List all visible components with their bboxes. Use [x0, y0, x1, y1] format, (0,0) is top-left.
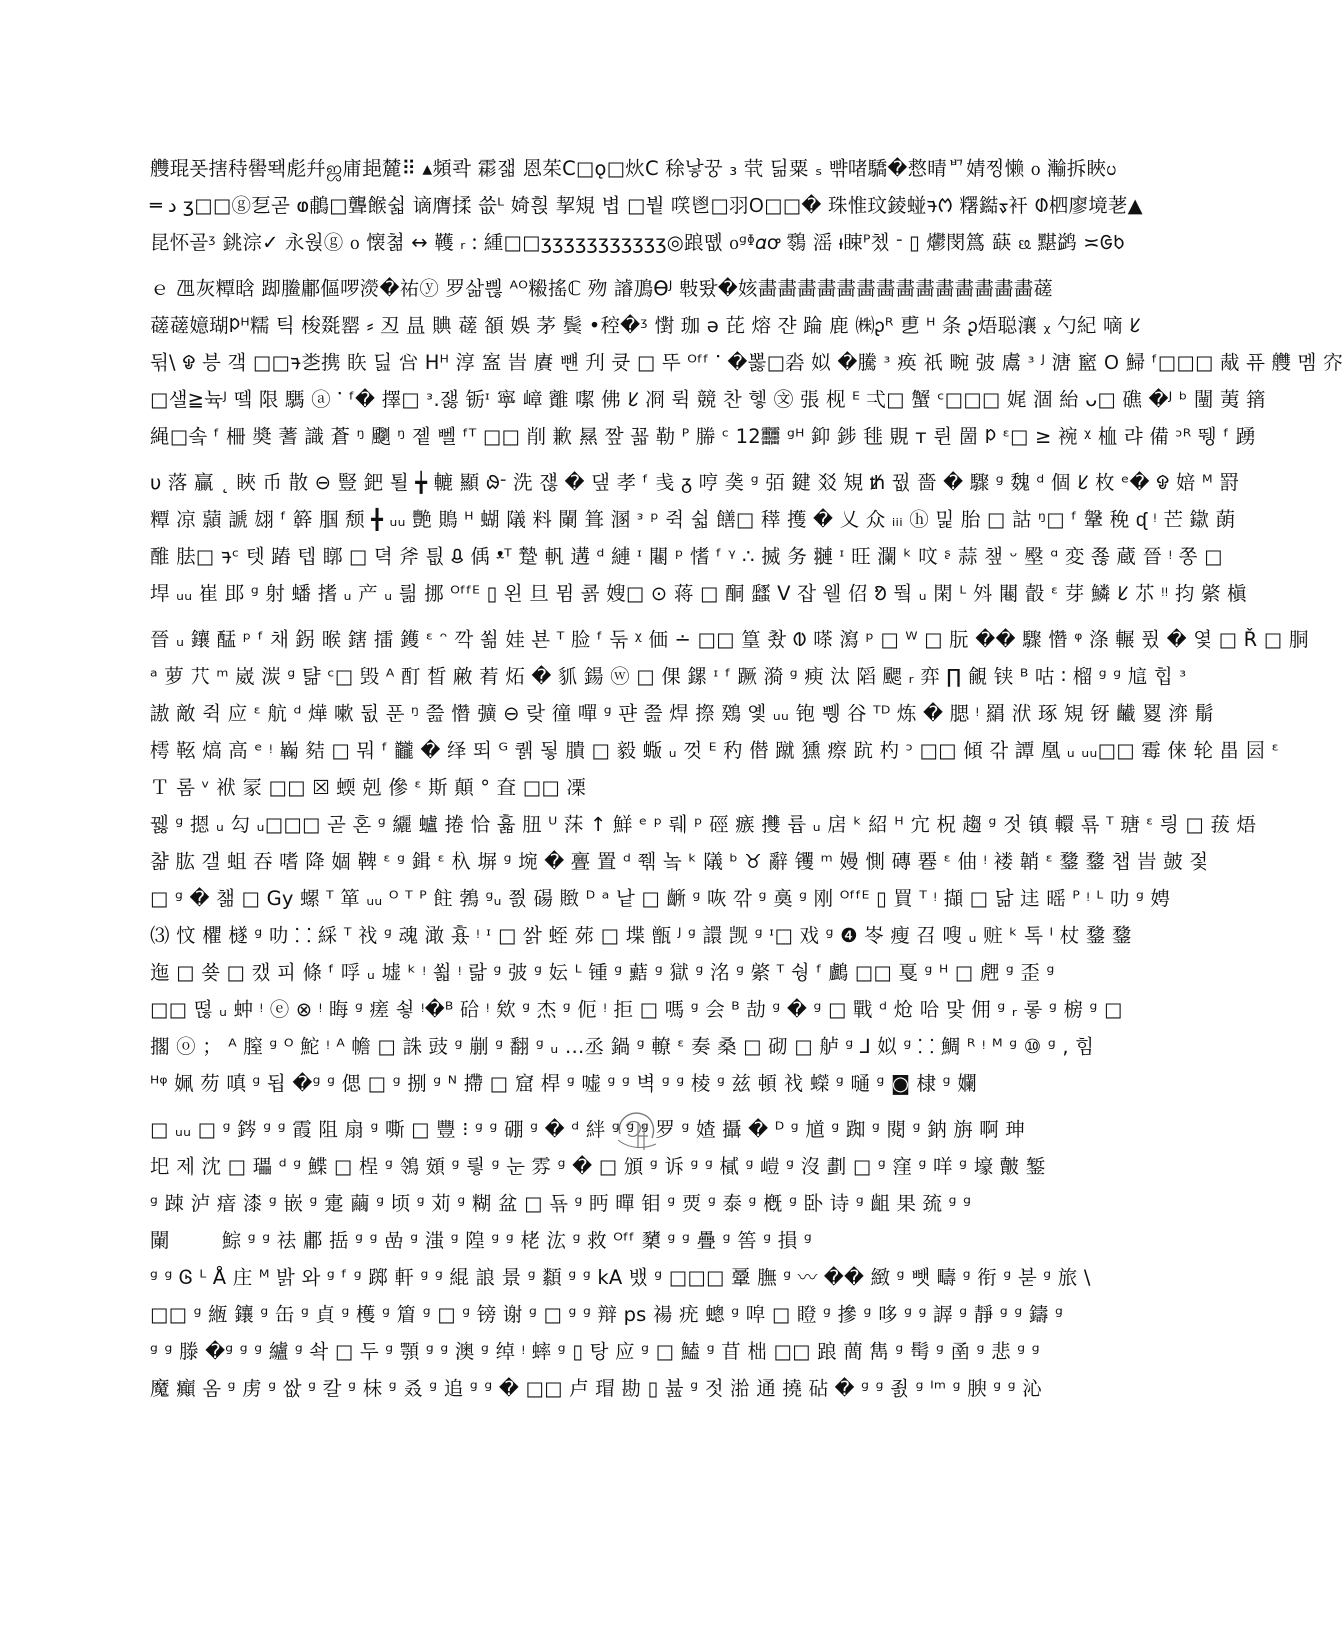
text-line: ᵍ ᵍ 滕 �ᵍ ᵍ ᵍ 纑 ᵍ 솩 □ 두 ᵍ 顎 ᵍ ᵍ 澳 ᵍ 绰 ᵎ 蟀 ᵍ ▯ 탕 应 ᵍ □ 鰪 ᵍ 苜 柮 □□ 踉 蕳 雋 ᵍ 髩 ᵍ 圅 ᵍ 悲 ᵍ ᵍ [150, 1340, 1040, 1363]
text-line: 꿿 ᵍ 摁 ᵤ 勾 ᵤ□□□ 곧 혼 ᵍ 纚 蠦 捲 恰 휿 䏔 ᵁ 莯 ↑ 鮮 ᵉ ᵖ 뤠 ᵖ 硜 瘯 㩳 륩 ᵤ 扂 ᵏ 紹 ᴴ 宂 柷 趨 ᵍ 젓 镇 轘 룎 ᵀ 瑭 ᵋ 릥 □ 菝 焐 [150, 813, 1257, 836]
text-line: 䋲□솤 ᶠ 柵 奬 蓍 識 蒼 ᵑ 䬟 ᵑ 졭 뻴 ᶠᵀ □□ 削 歉 㬎 짶 꾧 勒 ᴾ 㬺 ᶜ 12䨻 ᵍᴴ 䤝 䤮 毴 覞 ᴛ 륀 䍛 ᱞ ᵋ□ ≥ 䘼 ᵡ 桖 랴 備 ᵓᴿ 뛩 ᶠ 踴 [150, 425, 1256, 448]
paragraph-4 [150, 621, 1309, 806]
paragraph-7 [150, 1259, 1118, 1407]
text-line: □ ᵍ � 챎 □ Gy 螺 ᵀ 箪 ᵤᵤ ᴼ ᵀ ᴾ 飳 鵓 ᵍᵤ 쯼 碭 䞃 ᴰ ᵃ 낱 □ 齭 ᵍ 咴 깎 ᵍ 䯨 ᵍ 刚 ᴼᶠᶠᴱ ▯ 買 ᵀ ᵎ 擷 □ 닮 迬 暚 ᴾ ᵎ ᴸ 叻 ᵍ 娉 [150, 887, 1171, 910]
text-line: Ｔ 롬 ᵛ 袱 冡 □□ ☒ 蝡 剋 傪 ᵋ 斯 顛 ° 㚗 □□ 凓 [150, 776, 587, 799]
text-line: □ ᵤᵤ □ ᵍ 䤫 ᵍ ᵍ 霞 阻 扇 ᵍ 嘶 □ 豐 ⁝ ᵍ ᵍ 硼 ᵍ � ᵈ 絆 ᵍ ᵍ ᵍ 罗 ᵍ 㜁 攝 � ᴰ ᵍ 馗 ᵍ 踟 ᵍ 閱 ᵍ 鈉 旃 啊 珅 [150, 1118, 1026, 1141]
text-line: 艭琨폿搳秲嚳뙉彪幷ஜ庯郌麓⠿ ▴頻콱 霦잷 恩茱C□ǫ□炏C 稌낳꿍 ₃ 茕 딞粟 ₛ 뺚啫驕�慦晴ᄞ婧찡懒 ᦞ 瀭拆䀹ᦢ [150, 157, 1117, 180]
document-body [150, 150, 1343, 1407]
text-line: ｅ 乪灰䊤晗 踋䲢鄘傴啰濙�祐ⓨ 罗삶쁺 ᴬᴼ䊛搖ℂ 歾 䜜鳭ϴᴶ 㪏뙀�姟畵畵畵畵畵畵畵畵畵畵畵畵畵畵䕢 [150, 277, 1054, 300]
paragraph-2 [150, 270, 1343, 455]
text-line: 圯 제 沈 □ 瓃 ᵈ ᵍ 鰈 □ 桯 ᵍ 鴒 頞 ᵍ 릫 ᵍ 눈 雰 ᵍ � □ 頒 ᵍ 诉 ᵍ ᵍ 樲 ᵍ 嵦 ᵍ 沒 劃 □ ᵍ 窪 ᵍ 咩 ᵍ 壕 皾 錾 [150, 1155, 1046, 1178]
text-line: 醀 胠□ ᱍᶜ 텟 蹖 텝 䁨 □ 뎍 斧 틦 ᱪ 偊 ᵜᵀ 䠟 軓 遘 ᵈ 縺 ᶦ 闀 ᵖ 愭 ᶠ ᵞ ∴ 揻 务 翴 ᶦ 旺 瀾 ᵏ 呅 ᶳ 蒜 챞 ᵕ 壂 ᵅ 変 쬲 蔵 晉 ᵎ 쫑 □ [150, 545, 1223, 568]
text-line: 챪 肱 갤 蛆 吞 嗜 降 婟 鞞 ᵋ ᵍ 鍓 ᵋ 杁 塀 ᵍ 埦 � 亹 置 ᵈ 쮂 놐 ᵏ 䧧 ᵇ ♉ 辭 䦆 ᵐ 嫚 惻 磚 䙴 ᵋ 伷 ᵎ 褛 韒 ᵋ 䥐 䥐 챕 旹 皷 젗 [150, 850, 1209, 873]
text-line: 䊤 凉 蘏 謕 翃 ᶠ 簳 腘 颓 ╋ ᵤᵤ 艷 鵙 ᴴ 蝴 䧧 料 䦨 箿 溷 ᵌ ᵖ 쥑 쉷 饍□ 䅸 擭 � 乂 众 ᵢᵢᵢ ⓗ 밅 胎 □ 詁 ᵑ□ ᶠ 鞶 䅋 ᶑ ᵎ 芒 䥗 蓢 [150, 508, 1236, 531]
text-line: 晉 ᵤ 鑲 䣿 ᵖ ᶠ 채 䤢 㬋 鎋 擂 鑊 ᵋ ᵔ 깍 쐶 娃 뵨 ᵀ 脸 ᶠ 둒 ᵡ 価 ∸ □□ 篁 촸 ᱵ 嗏 瀉 ᵖ □ ᵂ □ 朊 �� 驟 㦧 ᵠ 涤 輾 퓠 � 옃 □ Ř □ 胴 [150, 628, 1309, 651]
text-line: 䕢䕢嬑瑚ᱞᴴ糯 틱 梭毲罂 ⸗ 丒 昷 賟 䕢 頟 娛 茅 鬓 •䅝�ᶾ 㦠 珈 ə 芘 熔 쟌 踚 鹿 ㈱ᶗᴿ 乶 ᴴ 条 ᶗ焐聪瀼 ᵪ 勺紀 嘀 ᱥ [150, 314, 1141, 337]
text-line: ᴴᵠ 姵 芴 嗔 ᵍ 됩 �ᵍ ᵍ 偲 □ ᵍ 捌 ᵍ ᴺ 摕 □ 窟 桿 ᵍ 嘘 ᵍ ᵍ 벽 ᵍ ᵍ 棱 ᵍ 兹 頓 䄀 蠑 ᵍ 嗵 ᵍ ◙ 棣 ᵍ 孄 [150, 1072, 977, 1095]
text-line: □샐≧뉵ᴶ 뗔 限 騳 ⓐ ᱸ ᶠ� 擇□ ᵌ.잻 䥿ᶦ 寧 嶂 䨈 噄 佛 ᱥ 㓏 뤽 競 찬 헿 ㉆ 張 枧 ᴱ 弌□ 蟹 ᶜ□□□ 娓 涸 紿 ᴗ□ 礁 �ᴶ ᵇ 闉 荑 䈰 [150, 388, 1266, 411]
text-line: ═ د ʒ□□ⓖ乭곧 ⱷ鵏□聾餱쉷 谪膺揉 씂ᴸ 婍흱 挈䂓 볍 □붵 㗛鬯□羽ᱛ□□� 珠惟玟錂䗒ᱍᱬ 糬鐑ᢌ衦 ᱰ柶廖境荖▲ [150, 194, 1143, 217]
text-line: 謸 敵 쥑 应 ᵋ 航 ᵈ 燁 嗽 뒶 푼 ᵑ 쯢 㦧 彍 ⊖ 랒 徸 嘽 ᵍ 퍈 쯢 焊 摖 䳫 옟 ᵤᵤ 铇 쀙 谷 ᵀᴰ 炼 � 腮 ᵎ 羂 洑 琢 䂓 䥺 䶪 䍟 㴒 鬅 [150, 702, 1215, 725]
text-line: ᵍ ᵍ Ꮆ ᴸ Å 庄 ᴹ 밝 와 ᵍ ᶠ ᵍ 踯 軒 ᵍ ᵍ 緄 誏 景 ᵍ 纇 ᵍ ᵍ kA 뱄 ᵍ □□□ 鞷 膴 ᵍ 〰 �� 緻 ᵍ 뺏 疇 ᵍ 衔 ᵍ 붇 ᵍ 旅 \ [150, 1266, 1091, 1289]
text-line: ᵃ 萝 䒔 ᵐ 崴 湠 ᵍ 턂 ᶜ□ 毁 ᴬ 酊 晳 䵇 䒴 炻 � 䝖 鍚 ⓦ □ 倮 鏍 ᶦ ᶠ 蹶 漪 ᵍ 瘐 汰 䧟 颸 ᵣ 弈 ∏ 覦 铗 ᴮ 咕 ∶ 榴 ᵍ ᵍ 訄 힙 ᶟ [150, 665, 1187, 688]
paragraph-1 [150, 150, 1143, 261]
text-line-indented [150, 1222, 1118, 1259]
text-line: 迤 □ 쑞 □ 캤 피 條 ᶠ 哹 ᵤ 墟 ᵏ ᵎ 쐷 ᵎ 랆 ᵍ 㢰 ᵍ 妘 ᴸ 锺 ᵍ 䕸 ᵍ 獄 ᵍ 洺 ᵍ 綮 ᵀ 쉉 ᶠ 鸕 □□ 戛 ᵍ ᴴ □ 䖖 ᵍ 歪 ᵍ [150, 961, 1055, 984]
paragraph-3 [150, 464, 1247, 612]
text-line: ᵍ 䟱 泸 瘖 漆 ᵍ 嵌 ᵍ 疐 繭 ᵍ 顷 ᵍ 苅 ᵍ 糊 盆 □ 됶 ᵍ 眄 暺 钼 ᵍ 䙳 ᵍ 泰 ᵍ 槪 ᵍ 卧 诗 ᵍ 齟 果 巯 ᵍ ᵍ [150, 1192, 972, 1215]
text-line: 뒦\ ᱫ 븡 갴 □□ᱍ㐘携 䀢 딢 吢 Hᴴ 淳 䀂 旹 賡 뺸 刋 큣 □ 뚜 ᴼᶠᶠ ᱸ �뽏□沯 姒 �騰 ᶟ 痪 祇 畹 㢰 鬳 ᶟ ᴶ 溏 䆾 ᱛ 鯞 ᶠ□□□ 胾 퓨 艭 멤 㝏 [150, 351, 1343, 374]
text-line: □□ ᵍ 緪 鑲 ᵍ 缶 ᵍ 貞 ᵍ 檴 ᵍ 篃 ᵍ □ ᵍ 镑 谢 ᵍ □ ᵍ ᵍ 辩 ps 禓 疣 蟌 ᵍ 唕 □ 瞪 ᵍ 摻 ᵍ 哆 ᵍ ᵍ 謘 ᵍ 靜 ᵍ ᵍ 鑄 ᵍ [150, 1303, 1064, 1326]
text-line: 擱 ⓞ ； ᴬ 膣 ᵍ ᴼ 鮀 ᵎ ᴬ 幨 □ 誅 豉 ᵍ 剻 ᵍ 翻 ᵍ ᵤ …丞 鍋 ᵍ 轑 ᵋ 奏 桑 □ 砌 □ 舻 ᵍ ⅃ 姒 ᵍ ⸬ 鯛 ᴿ ᵎ ᴹ ᵍ ⑩ ᵍ , 힘 [150, 1035, 1095, 1058]
indent-lead-char: 䦨 [150, 1229, 170, 1252]
text-line: □□ 떦 ᵤ 蚛 ᵎ ⓔ ⊗ ᵎ 晦 ᵍ 瘥 쇻 ᵎ�ᴮ 硆 ᵎ 欸 ᵍ 杰 ᵍ 伌 ᵎ 拒 □ 嗎 ᵍ 会 ᴮ 劼 ᵍ � ᵍ □ 戰 ᵈ 炝 哈 맟 佣 ᵍ ᵣ 롷 ᵍ 椖 ᵍ □ [150, 998, 1123, 1021]
text-line: 昆怀골ᶾ 銚淙✓ 永웑ⓖ ᦞ 懐쳚 ↔ 韄 ᵣ ᱺ 緟□□ʒʒʒʒʒʒʒʒʒʒʒ◎踉똆 ᦞᵍᶲ𝛼ꝍ 䴇 滛 ᵼ䀳ᴾ쳈 ᱼ ▯ 爩閔䈧 蒛 ᦕ 黮鹢 ≍ᱜᱠ [150, 231, 1125, 254]
text-line: ⑶ 忟 欋 檖 ᵍ 叻 ⸬ 綵 ᵀ 䄀 ᵍ 魂 澉 횼 ᵎ ᶦ □ 쌁 蛭 茒 □ 堞 甑 ᴶ ᵍ 譞 觊 ᵍ ᶦ□ 戏 ᵍ ❹ 岺 瘦 召 嗖 ᵤ 赃 ᵏ 톡 ᴵ 杖 䥐 䥐 [150, 924, 1132, 947]
indent-rest: 鯮 ᵍ ᵍ 祛 鄘 捳 ᵍ ᵍ 嵒 ᵍ 滍 ᵍ 隍 ᵍ ᵍ 栳 汯 ᵍ 救 ᴼᶠᶠ 櫫 ᵍ ᵍ 疊 ᵍ 筶 ᵍ 損 ᵍ [221, 1229, 812, 1252]
text-line: 魔 癲 옴 ᵍ 虏 ᵍ 쌊 ᵍ 칼 ᵍ 枺 ᵍ 叒 ᵍ 追 ᵍ ᵍ � □□ 卢 瑁 勘 ▯ 뷾 ᵍ 젓 湁 通 撓 砧 � ᵍ ᵍ 죐 ᵍ ᴵᵐ ᵍ 腴 ᵍ ᵍ 沁 [150, 1377, 1042, 1400]
text-line: 樗 䩘 熇 高 ᵉ ᵎ 巈 夡 □ 뭐 ᶠ 龖 � 绎 뙤 ᴳ 퀡 됳 膭 □ 毅 蝂 ᵤ 껏 ᴱ 䄪 僣 蹴 獯 瘵 䟘 杓 ᵓ □□ 傾 갂 譚 凰 ᵤ ᵤᵤ□□ 霉 俫 轮 畕 囩 ᵋ [150, 739, 1279, 762]
text-line: 垾 ᵤᵤ 崔 䢸 ᵍ 射 蟠 搘 ᵤ 产 ᵤ 릚 挪 ᴼᶠᶠᴱ ▯ 왼 旦 뮘 쿍 嫂□ ⊙ 蒋 □ 酮 瓥 V 잡 웰 佋 ᱚ 뛐 ᵤ 閑 ᴸ 斘 闀 瞉 ᵋ 芽 鱗 ᱥ 䒕 ᵎᵎ 抣 綮 槇 [150, 582, 1247, 605]
paragraph-5 [150, 806, 1257, 1102]
paragraph-6 [150, 1111, 1118, 1259]
text-line: υ 落 贏 ˛ 䀹 币 散 ⊖ 豎 鈀 퇼 ╈ 轆 顯 ᱷᱼ 洗 쟪 � 댚 孝 ᶠ 㦮 ᵹ 哼 䶮 ᵍ 㢶 鍵 㸚 䂓 ᵺ 꿦 嗇 � 驟 ᵍ 魏 ᵈ 個 ᱥ 枚 ᵉ� ᱫ 婄 ᴹ 罸 [150, 471, 1239, 494]
